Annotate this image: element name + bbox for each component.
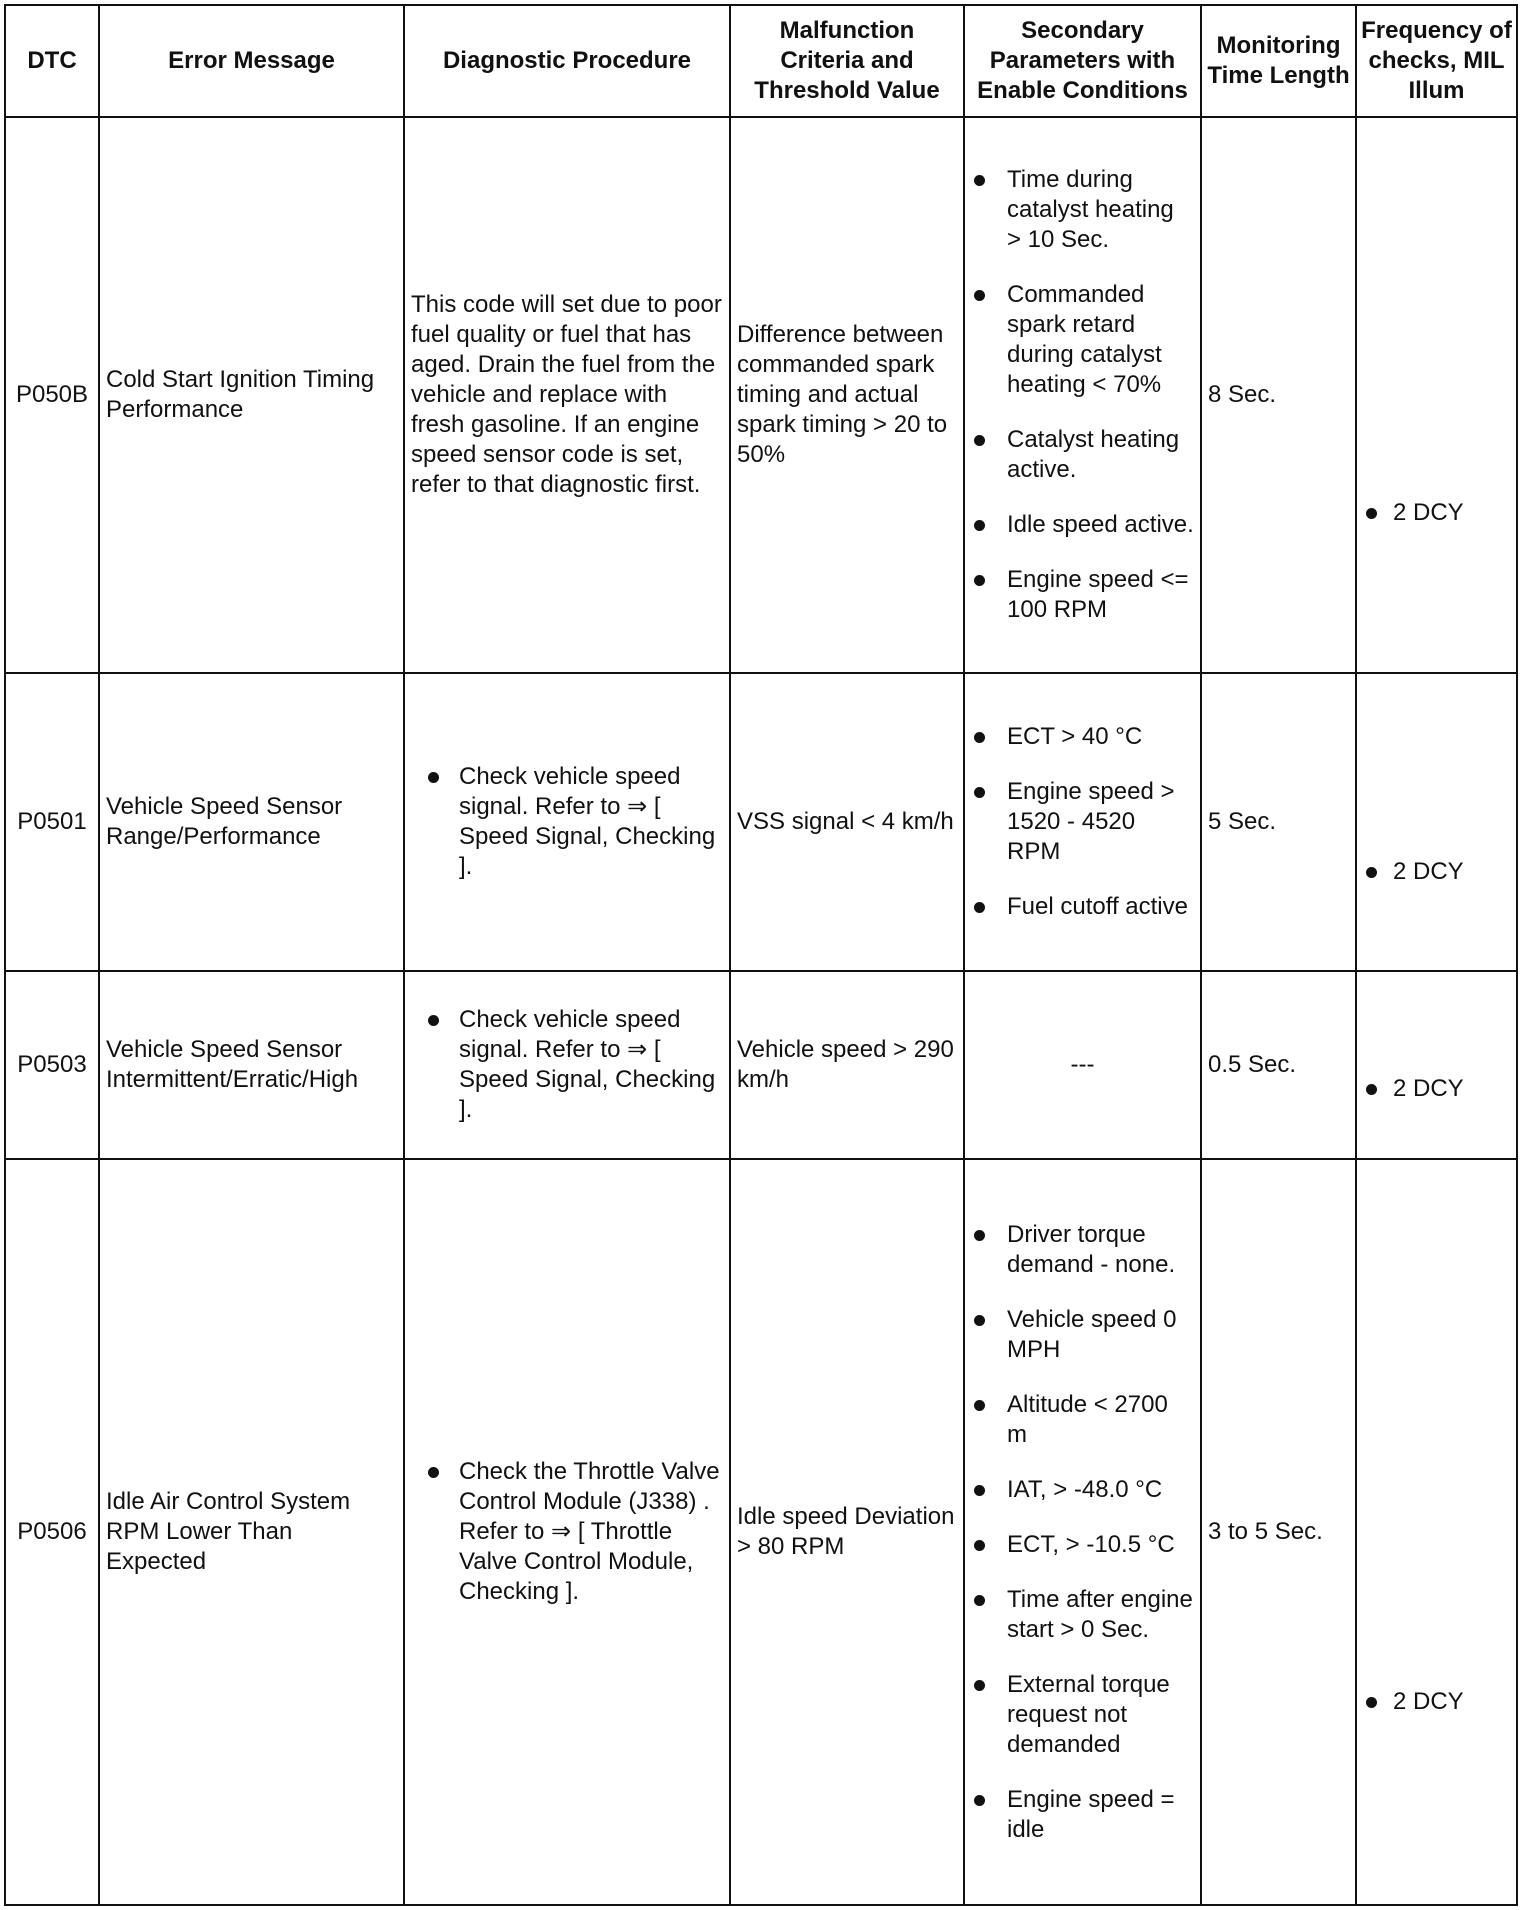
list-item	[971, 777, 1194, 867]
diagnostic-step: Check the Throttle Valve Control Module (J338) . Refer to ⇒ [ Throttle Valve Control Module, Checking ].	[459, 1458, 720, 1605]
secondary-parameters-list	[971, 1220, 1194, 1845]
diagnostic-procedure-list	[425, 762, 723, 882]
header-diagnostic-procedure: Diagnostic Procedure	[404, 5, 730, 117]
error-message: Vehicle Speed Sensor Range/Performance	[99, 673, 404, 971]
secondary-parameter: Fuel cutoff active	[1007, 893, 1188, 920]
secondary-parameter: Time during catalyst heating > 10 Sec.	[1007, 166, 1174, 253]
bullet-icon	[974, 575, 985, 586]
secondary-parameter: Catalyst heating active.	[1007, 426, 1180, 483]
monitoring-time: 3 to 5 Sec.	[1201, 1159, 1356, 1905]
bullet-icon	[428, 1467, 439, 1478]
bullet-icon	[974, 175, 985, 186]
table-header	[5, 5, 1517, 117]
bullet-icon	[1366, 508, 1377, 519]
secondary-parameters	[964, 117, 1201, 673]
bullet-icon	[1366, 1697, 1377, 1708]
list-item	[1363, 1074, 1510, 1104]
malfunction-criteria: VSS signal < 4 km/h	[730, 673, 964, 971]
list-item	[971, 510, 1194, 540]
list-item	[971, 1785, 1194, 1845]
error-message: Idle Air Control System RPM Lower Than Expected	[99, 1159, 404, 1905]
diagnostic-procedure-list	[425, 1457, 723, 1607]
header-secondary-parameters: Secondary Parameters with Enable Conditions	[964, 5, 1201, 117]
frequency-list	[1363, 1074, 1510, 1104]
bullet-icon	[974, 1680, 985, 1691]
header-dtc: DTC	[5, 5, 99, 117]
bullet-icon	[974, 435, 985, 446]
secondary-parameter: Altitude < 2700 m	[1007, 1390, 1168, 1448]
list-item	[971, 280, 1194, 400]
diagnostic-procedure	[404, 1159, 730, 1905]
monitoring-time: 8 Sec.	[1201, 117, 1356, 673]
list-item	[971, 892, 1194, 922]
bullet-icon	[974, 520, 985, 531]
bullet-icon	[974, 1315, 985, 1326]
list-item	[971, 425, 1194, 485]
list-item	[971, 1390, 1194, 1450]
secondary-parameter: Idle speed active.	[1007, 511, 1194, 538]
list-item	[971, 1585, 1194, 1645]
bullet-icon	[1366, 1084, 1377, 1095]
dtc-code: P0501	[5, 673, 99, 971]
list-item	[425, 1005, 723, 1125]
table-row	[5, 117, 1517, 673]
header-monitoring-time: Monitoring Time Length	[1201, 5, 1356, 117]
secondary-parameter: ECT, > -10.5 °C	[1007, 1530, 1175, 1558]
list-item	[1363, 1687, 1510, 1717]
diagnostic-procedure	[404, 971, 730, 1159]
list-item	[971, 1305, 1194, 1365]
secondary-parameters	[964, 673, 1201, 971]
header-row	[5, 5, 1517, 117]
frequency	[1356, 1159, 1517, 1905]
dtc-code: P0503	[5, 971, 99, 1159]
diagnostic-procedure-list	[425, 1005, 723, 1125]
diagnostic-procedure	[404, 673, 730, 971]
frequency	[1356, 117, 1517, 673]
bullet-icon	[974, 1230, 985, 1241]
bullet-icon	[974, 1540, 985, 1551]
list-item	[971, 1670, 1194, 1760]
bullet-icon	[974, 787, 985, 798]
frequency-value: 2 DCY	[1393, 1688, 1464, 1715]
list-item	[425, 762, 723, 882]
dtc-code: P050B	[5, 117, 99, 673]
malfunction-criteria: Idle speed Deviation > 80 RPM	[730, 1159, 964, 1905]
frequency	[1356, 971, 1517, 1159]
diagnostic-procedure: This code will set due to poor fuel quality or fuel that has aged. Drain the fuel from the vehicle and replace with fresh gasoline. If an engine speed sensor code is set, refer to that diagnostic first.	[404, 117, 730, 673]
secondary-parameter: External torque request not demanded	[1007, 1670, 1170, 1758]
bullet-icon	[428, 772, 439, 783]
secondary-parameter: Engine speed = idle	[1007, 1785, 1175, 1843]
bullet-icon	[974, 1485, 985, 1496]
bullet-icon	[974, 732, 985, 743]
list-item	[971, 565, 1194, 625]
bullet-icon	[1366, 867, 1377, 878]
header-frequency: Frequency of checks, MIL Illum	[1356, 5, 1517, 117]
error-message: Cold Start Ignition Timing Performance	[99, 117, 404, 673]
frequency-list	[1363, 498, 1510, 528]
bullet-icon	[428, 1015, 439, 1026]
list-item	[971, 1220, 1194, 1280]
list-item	[971, 1475, 1194, 1505]
error-message: Vehicle Speed Sensor Intermittent/Erratic/High	[99, 971, 404, 1159]
frequency-value: 2 DCY	[1393, 858, 1464, 885]
secondary-parameters: ---	[964, 971, 1201, 1159]
bullet-icon	[974, 1795, 985, 1806]
monitoring-time: 5 Sec.	[1201, 673, 1356, 971]
secondary-parameters	[964, 1159, 1201, 1905]
list-item	[425, 1457, 723, 1607]
table-row	[5, 1159, 1517, 1905]
secondary-parameter: IAT, > -48.0 °C	[1007, 1475, 1163, 1503]
malfunction-criteria: Difference between commanded spark timing and actual spark timing > 20 to 50%	[730, 117, 964, 673]
malfunction-criteria: Vehicle speed > 290 km/h	[730, 971, 964, 1159]
frequency	[1356, 673, 1517, 971]
header-malfunction-criteria: Malfunction Criteria and Threshold Value	[730, 5, 964, 117]
list-item	[971, 165, 1194, 255]
frequency-value: 2 DCY	[1393, 1075, 1464, 1102]
bullet-icon	[974, 902, 985, 913]
table-body	[5, 117, 1517, 1905]
secondary-parameter: Time after engine start > 0 Sec.	[1007, 1585, 1193, 1643]
dtc-document	[4, 4, 1516, 1906]
diagnostic-step: Check vehicle speed signal. Refer to ⇒ [ Speed Signal, Checking ].	[459, 763, 716, 880]
diagnostic-step: Check vehicle speed signal. Refer to ⇒ [ Speed Signal, Checking ].	[459, 1006, 716, 1123]
secondary-parameter: Driver torque demand - none.	[1007, 1220, 1176, 1278]
dtc-code: P0506	[5, 1159, 99, 1905]
secondary-parameter: Engine speed <= 100 RPM	[1007, 566, 1189, 623]
table-row	[5, 971, 1517, 1159]
frequency-list	[1363, 857, 1510, 887]
list-item	[971, 1530, 1194, 1560]
secondary-parameter: Commanded spark retard during catalyst heating < 70%	[1007, 281, 1162, 398]
bullet-icon	[974, 290, 985, 301]
table-row	[5, 673, 1517, 971]
secondary-parameters-list	[971, 165, 1194, 625]
bullet-icon	[974, 1400, 985, 1411]
list-item	[1363, 498, 1510, 528]
list-item	[971, 722, 1194, 752]
dtc-table	[4, 4, 1518, 1906]
header-error-message: Error Message	[99, 5, 404, 117]
list-item	[1363, 857, 1510, 887]
frequency-value: 2 DCY	[1393, 499, 1464, 526]
frequency-list	[1363, 1687, 1510, 1717]
monitoring-time: 0.5 Sec.	[1201, 971, 1356, 1159]
secondary-parameter: Engine speed > 1520 - 4520 RPM	[1007, 778, 1175, 865]
secondary-parameters-list	[971, 722, 1194, 922]
bullet-icon	[974, 1595, 985, 1606]
secondary-parameter: Vehicle speed 0 MPH	[1007, 1305, 1177, 1363]
secondary-parameter: ECT > 40 °C	[1007, 723, 1143, 750]
